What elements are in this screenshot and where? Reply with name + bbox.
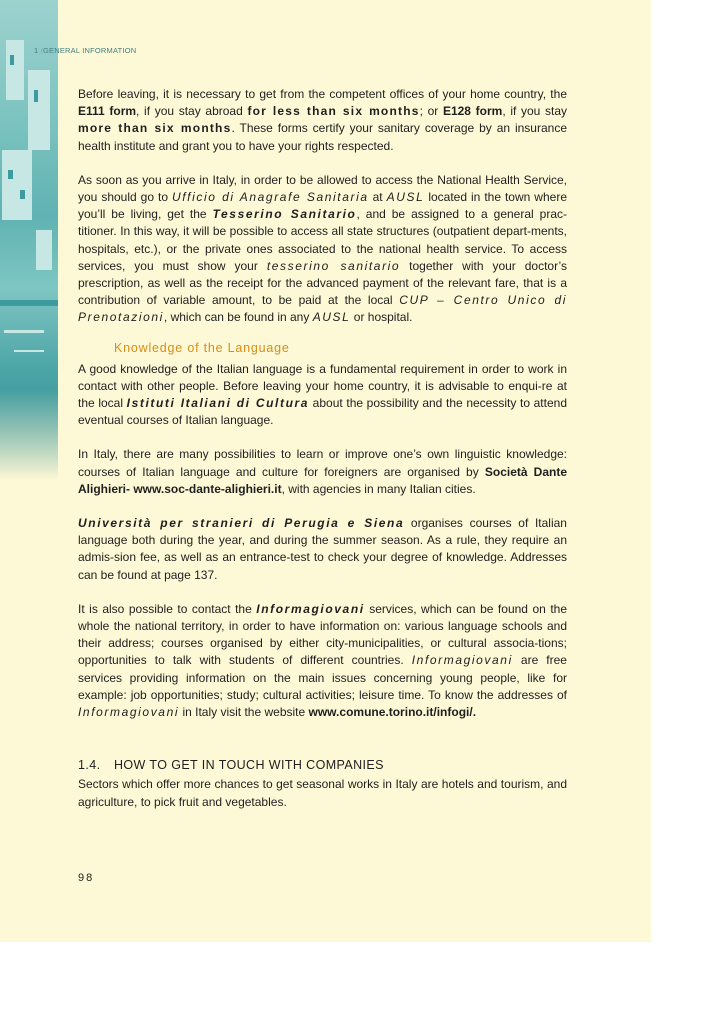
- text-run: services, which can be found on the whole the national territory, in order to have information on: various language schools and their address; courses organised by either city-municipalities, or cultural associa-tions; opportunities to talk with students of different countries.: [78, 601, 567, 668]
- text-run: Sectors which offer more chances to get seasonal works in Italy are hotels and tourism, and agriculture, to pick fruit and vegetables.: [78, 777, 567, 809]
- section-title: HOW TO GET IN TOUCH WITH COMPANIES: [114, 758, 384, 773]
- italic-ausl: AUSL: [312, 310, 351, 325]
- paragraph-language-requirement: [78, 361, 567, 430]
- italic-informagiovani: Informagiovani: [411, 653, 513, 668]
- text-run: located in the town where you’ll be living, get the: [78, 190, 567, 222]
- bold-informagiovani: Informagiovani: [256, 601, 365, 616]
- paragraph-informagiovani: [78, 601, 567, 721]
- harbour-photo-strip: [0, 0, 58, 480]
- text-run: ; or: [419, 104, 443, 119]
- text-run: It is also possible to contact the: [78, 601, 257, 616]
- bold-e111-form: E111 form: [78, 104, 137, 119]
- website-link-informagiovani: www.comune.torino.it/infogi/.: [308, 705, 477, 720]
- italic-informagiovani: Informagiovani: [78, 705, 180, 720]
- text-run: , which can be found in any: [163, 310, 313, 325]
- page-number: 98: [78, 872, 95, 884]
- italic-ufficio-anagrafe: Ufficio di Anagrafe Sanitaria: [171, 190, 369, 205]
- italic-cup: CUP – Centro Unico di Prenotazioni: [78, 293, 567, 325]
- text-run: organises courses of Italian language both during the year, and during the summer season. As a rule, they require an admis-sion fee, as well as an entrance-test to check your degree of knowledge. Addresses can be found at page 137.: [78, 516, 567, 582]
- text-run: In Italy, there are many possibilities to learn or improve one’s own linguistic knowledge: courses of Italian language and culture for foreigners are organised by: [78, 447, 567, 479]
- text-run: together with your doctor’s prescription, as well as the receipt for the advanced payment of the relevant fare, that is a contribution of variable amount, to be paid at the local: [78, 258, 567, 308]
- body-text: [78, 86, 567, 811]
- paragraph-seasonal-work: [78, 776, 567, 810]
- chapter-title: GENERAL INFORMATION: [42, 46, 137, 55]
- bold-more-than-six-months: more than six months: [78, 121, 232, 136]
- running-head-separator: /: [40, 46, 43, 55]
- text-run: , with agencies in many Italian cities.: [281, 481, 476, 496]
- bold-universita-stranieri: Università per stranieri di Perugia e Siena: [78, 516, 405, 531]
- text-run: , if you stay: [502, 104, 567, 119]
- bold-e128-form: E128 form: [442, 104, 503, 119]
- bold-societa-dante-alighieri: Società Dante Alighieri- www.soc-dante-alighieri.it: [78, 464, 568, 496]
- paragraph-national-health-service: [78, 172, 567, 327]
- text-run: in Italy visit the website: [179, 705, 309, 720]
- italic-tesserino-sanitario: tesserino sanitario: [266, 258, 401, 273]
- text-run: A good knowledge of the Italian language is a fundamental requirement in order to work in contact with other people. Before leaving your home country, it is advisable to enqui-re at the local: [78, 361, 567, 411]
- text-run: . These forms certify your sanitary coverage by an insurance health institute and grant you to have your rights respected.: [78, 121, 567, 153]
- italic-ausl: AUSL: [386, 190, 425, 205]
- text-run: are free services providing information on the main issues concerning young people, like for example: job opportunities; study; cultural activities; leisure time. To know the addresses of: [78, 653, 567, 702]
- text-run: about the possibility and the necessity to attend eventual courses of Italian language.: [78, 396, 567, 428]
- paragraph-dante-alighieri: [78, 446, 567, 498]
- text-run: Before leaving, it is necessary to get from the competent offices of your home country, the: [78, 87, 567, 101]
- text-run: , and be assigned to a general prac-titioner. In this way, it will be possible to access all state structures (outpatient depart-ments, hospitals, etc.), or the private ones associated to the national health service. To access services, you must show your: [78, 207, 567, 273]
- running-head: [34, 46, 136, 55]
- subheading-knowledge-of-language: Knowledge of the Language: [114, 340, 290, 355]
- section-number: 1.4.: [78, 758, 101, 773]
- paragraph-health-forms: [78, 86, 567, 155]
- bold-less-than-six-months: for less than six months: [247, 104, 420, 119]
- text-run: , if you stay abroad: [136, 104, 248, 119]
- bold-istituti-italiani: Istituti Italiani di Cultura: [126, 396, 310, 411]
- bold-tesserino-sanitario: Tesserino Sanitario: [212, 207, 357, 222]
- text-run: or hospital.: [350, 310, 413, 325]
- text-run: at: [368, 190, 387, 205]
- text-run: As soon as you arrive in Italy, in order to be allowed to access the National Health Service, you should go to: [78, 172, 567, 205]
- paragraph-universita-stranieri: [78, 515, 567, 584]
- section-heading: [78, 757, 567, 774]
- chapter-number: 1: [34, 46, 39, 55]
